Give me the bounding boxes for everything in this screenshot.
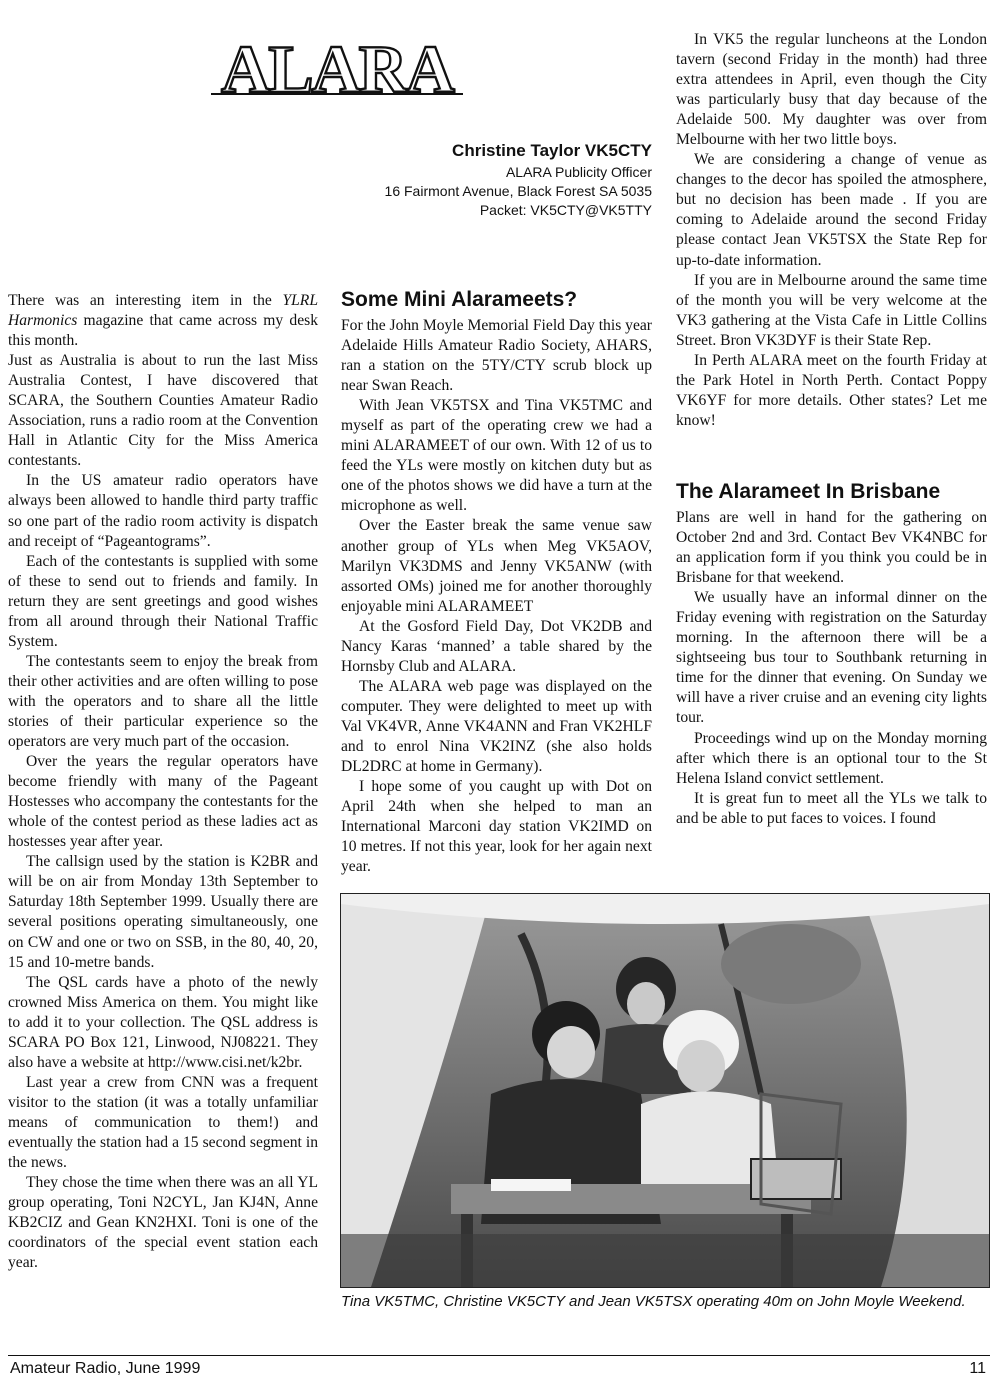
paragraph: With Jean VK5TSX and Tina VK5TMC and myself as part of the operating crew we had a mini ALARAMEET of our own. With 12 of us to feed the YLs were mostly on kitchen duty but as one of the photos shows we did have a turn at the microphone as well.: [341, 397, 652, 515]
photo-operating-station: [340, 893, 990, 1288]
paragraph: Last year a crew from CNN was a frequent visitor to the station (it was a totally unfamiliar means of communication to them!) and eventually the station had a 15 second segment in the news.: [8, 1073, 318, 1172]
author-address: 16 Fairmont Avenue, Black Forest SA 5035: [384, 183, 652, 199]
article-column-2: [341, 288, 652, 877]
paragraph: It is great fun to meet all the YLs we talk to and be able to put faces to voices. I found: [676, 789, 987, 827]
section-heading: The Alarameet In Brisbane: [676, 480, 941, 503]
alara-logo: [197, 32, 477, 102]
paragraph: Plans are well in hand for the gathering on October 2nd and 3rd. Contact Bev VK4NBC for an application form if you think you could be in Brisbane for that weekend.: [676, 509, 987, 587]
paragraph: Proceedings wind up on the Monday morning after which there is an optional tour to the St Helena Island convict settlement.: [676, 729, 987, 787]
logo-text: ALARA: [221, 32, 453, 102]
author-title: ALARA Publicity Officer: [505, 164, 652, 180]
paragraph: Each of the contestants is supplied with some of these to send out to friends and family. In return they are sent greetings and good wishes from all around through their National Traffic System.: [8, 552, 318, 650]
paragraph: The contestants seem to enjoy the break from their other activities and are often willing to pose with the operators and to share all the little stories of their particular experience so the operators are very much part of the occasion.: [8, 652, 318, 751]
paragraph: In Perth ALARA meet on the fourth Friday at the Park Hotel in North Perth. Contact Poppy VK6YF for more details. Other states? Let me know!: [676, 351, 987, 429]
paragraph: The ALARA web page was displayed on the computer. They were delighted to meet up with Val VK4VR, Anne VK4ANN and Fran VK2HLF and to enrol Nina VK2INZ (she also holds DL2DRC at home in Germany).: [341, 677, 652, 776]
author-packet: Packet: VK5CTY@VK5TTY: [479, 202, 652, 218]
paragraph: In VK5 the regular luncheons at the London tavern (second Friday in the month) had three extra attendees in April, even though the City was particularly busy that day because of the Adelaide 500. My daughter was over from Melbourne with her two little boys.: [676, 31, 987, 149]
paragraph: If you are in Melbourne around the same time of the month you will be very welcome at the VK3 gathering at the Vista Cafe in Little Collins Street. Bron VK3DYF is their State Rep.: [676, 271, 987, 349]
paragraph: We are considering a change of venue as changes to the decor has spoiled the atmosphere, but no decision has been made . If you are coming to Adelaide around the second Friday please contact Jean VK5TSX the State Rep for up-to-date information.: [676, 151, 987, 269]
paragraph: In the US amateur radio operators have always been allowed to handle third party traffic so one part of the radio room activity is dispatch and receipt of “Pageantograms”.: [8, 472, 318, 550]
paragraph: At the Gosford Field Day, Dot VK2DB and Nancy Karas ‘manned’ a table shared by the Hornsby Club and ALARA.: [341, 617, 652, 675]
paragraph: I hope some of you caught up with Dot on April 24th when she helped to man an International Marconi day station VK2IMD on 10 metres. If not this year, look for her again next year.: [341, 778, 652, 876]
paragraph: We usually have an informal dinner on the Friday evening with registration on the Saturday morning. In the afternoon there will be a sightseeing bus tour to Southbank returning in time for the dinner that evening. On Sunday we will have a river cruise and an evening city lights tour.: [676, 589, 987, 727]
paragraph: For the John Moyle Memorial Field Day this year Adelaide Hills Amateur Radio Society, AHARS, ran a station on the 5TY/CTY scrub block up near Swan Reach.: [341, 317, 652, 395]
paragraph: Over the years the regular operators have become friendly with many of the Pageant Hostesses who accompany the contestants for the whole of the contest period as these ladies act as hostesses year after year.: [8, 753, 318, 851]
paragraph: Just as Australia is about to run the last Miss Australia Contest, I have discovered that SCARA, the Southern Counties Amateur Radio Association, runs a radio room at the Convention Hall in Atlantic City for the Miss America contestants.: [8, 352, 318, 470]
photo-caption: Tina VK5TMC, Christine VK5CTY and Jean VK5TSX operating 40m on John Moyle Weekend.: [341, 1293, 966, 1310]
paragraph-text: magazine that came across my desk this month.: [8, 312, 318, 350]
paragraph: [8, 291, 318, 351]
section-heading: Some Mini Alarameets?: [341, 288, 578, 311]
paragraph: They chose the time when there was an all YL group operating, Toni N2CYL, Jan KJ4N, Anne KB2CIZ and Gean KN2HXI. Toni is one of the coordinators of the special event station each year.: [8, 1174, 318, 1272]
author-byline: [312, 139, 652, 220]
author-name: Christine Taylor VK5CTY: [452, 141, 652, 160]
photo-illustration: [341, 894, 989, 1287]
page-number: 11: [969, 1360, 986, 1377]
paragraph: The QSL cards have a photo of the newly crowned Miss America on them. You might like to add it to your collection. The QSL address is SCARA PO Box 121, Linwood, NJ08221. They also have a website at http://www.cisi.net/k2br.: [8, 973, 318, 1071]
article-column-1: [8, 291, 318, 1273]
magazine-title: YLRL Harmonics: [8, 292, 318, 330]
paragraph-text: There was an interesting item in the: [8, 292, 283, 309]
paragraph: The callsign used by the station is K2BR and will be on air from Monday 13th September to Saturday 18th September 1999. Usually there are several positions operating simultaneously, one on CW and one or two on SSB, in the 80, 40, 20, 15 and 10-metre bands.: [8, 853, 318, 971]
article-column-3: [676, 30, 987, 431]
article-column-3-brisbane: [676, 480, 987, 829]
paragraph: Over the Easter break the same venue saw another group of YLs when Meg VK5AOV, Marilyn VK3DMS and Jenny VK5ANW (with assorted OMs) joined me for another thoroughly enjoyable mini ALARAMEET: [341, 517, 652, 615]
footer-rule: [8, 1355, 990, 1356]
footer-publication: Amateur Radio, June 1999: [10, 1360, 201, 1377]
